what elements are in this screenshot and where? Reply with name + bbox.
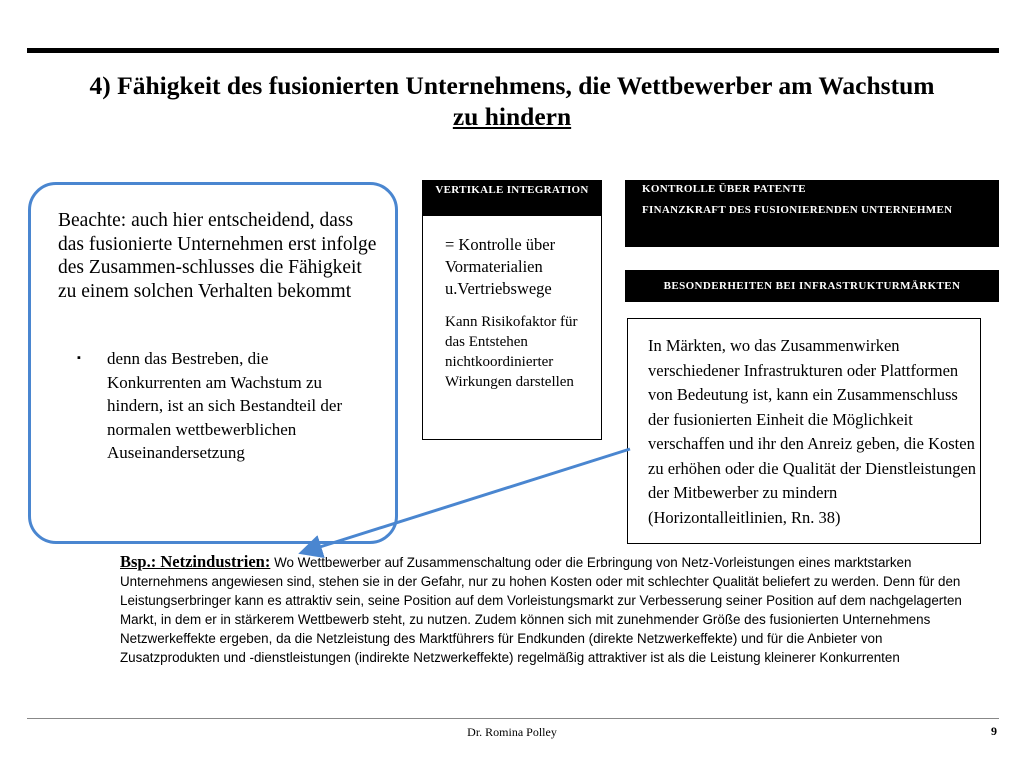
- title-line-2: zu hindern: [452, 102, 572, 131]
- note-label: Beachte: [58, 210, 121, 231]
- patents-line-2: FINANZKRAFT DES FUSIONIERENDEN UNTERNEHMEN: [642, 204, 953, 216]
- patents-box: [625, 180, 999, 247]
- page-number: 9: [991, 724, 997, 738]
- bottom-rule: [27, 718, 999, 719]
- top-rule: [27, 48, 999, 53]
- note-body: : auch hier entscheidend, dass das fusionierte Unternehmen erst infolge des Zusammen-schlusses die Fähigkeit zu einem solchen Verhalten bekommt: [58, 210, 377, 302]
- infrastructure-text: In Märkten, wo das Zusammenwirken verschiedener Infrastrukturen oder Plattformen von Bedeutung ist, kann ein Zusammenschluss der fusionierten Einheit die Möglichkeit verschaffen und ihr den Anreiz geben, die Kosten zu erhöhen oder die Qualität der Dienstleistungen der Mitbewerber zu mindern (Horizontalleitlinien, Rn. 38): [648, 336, 977, 527]
- footer-author: Dr. Romina Polley: [467, 725, 557, 739]
- infrastructure-header: BESONDERHEITEN BEI INFRASTRUKTURMÄRKTEN: [625, 270, 999, 302]
- vertical-integration-definition: = Kontrolle über Vormaterialien u.Vertriebswege: [445, 235, 556, 298]
- vertical-integration-header: VERTIKALE INTEGRATION: [422, 180, 602, 216]
- example-paragraph: [120, 552, 968, 667]
- vertical-integration-box: [422, 216, 602, 440]
- note-bullet-text: denn das Bestreben, die Konkurrenten am Wachstum zu hindern, ist an sich Bestandteil der normalen wettbewerblichen Auseinandersetzung: [107, 349, 343, 462]
- vertical-integration-risk: Kann Risikofaktor für das Entstehen nichtkoordinierter Wirkungen darstellen: [445, 314, 578, 390]
- example-label: Bsp.: Netzindustrien:: [120, 552, 271, 571]
- title-line-1: 4) Fähigkeit des fusionierten Unternehmens, die Wettbewerber am Wachstum: [89, 71, 935, 100]
- patents-line-1: KONTROLLE ÜBER PATENTE: [642, 183, 806, 195]
- slide-title: [30, 70, 994, 132]
- infrastructure-box: [627, 318, 981, 544]
- note-text: [58, 209, 378, 303]
- example-text: Wo Wettbewerber auf Zusammenschaltung oder die Erbringung von Netz-Vorleistungen eines marktstarken Unternehmens angewiesen sind, stehen sie in der Gefahr, nur zu hohen Kosten oder mit schlechter Qualität beliefert zu werden. Denn für den Leistungserbringer kann es attraktiv sein, seine Position auf dem Vorleistungsmarkt zur Verbesserung seiner Position auf dem nachgelagerten Markt, in dem er in stärkerem Wettbewerb steht, zu nutzen. Zudem können sich mit zunehmender Größe des fusionierten Unternehmens Netzwerkeffekte ergeben, da die Netzleistung des Marktführers für Endkunden (direkte Netzwerkeffekte) und für die Anbieter von Zusatzprodukten und -dienstleistungen (indirekte Netzwerkeffekte) regelmäßig attraktiver ist als die Leistung kleinerer Konkurrenten: [120, 555, 962, 665]
- note-bullet-item: [77, 347, 357, 465]
- note-box: [28, 182, 398, 544]
- square-bullet-icon: ▪: [77, 352, 81, 364]
- note-bullet-list: [77, 347, 357, 465]
